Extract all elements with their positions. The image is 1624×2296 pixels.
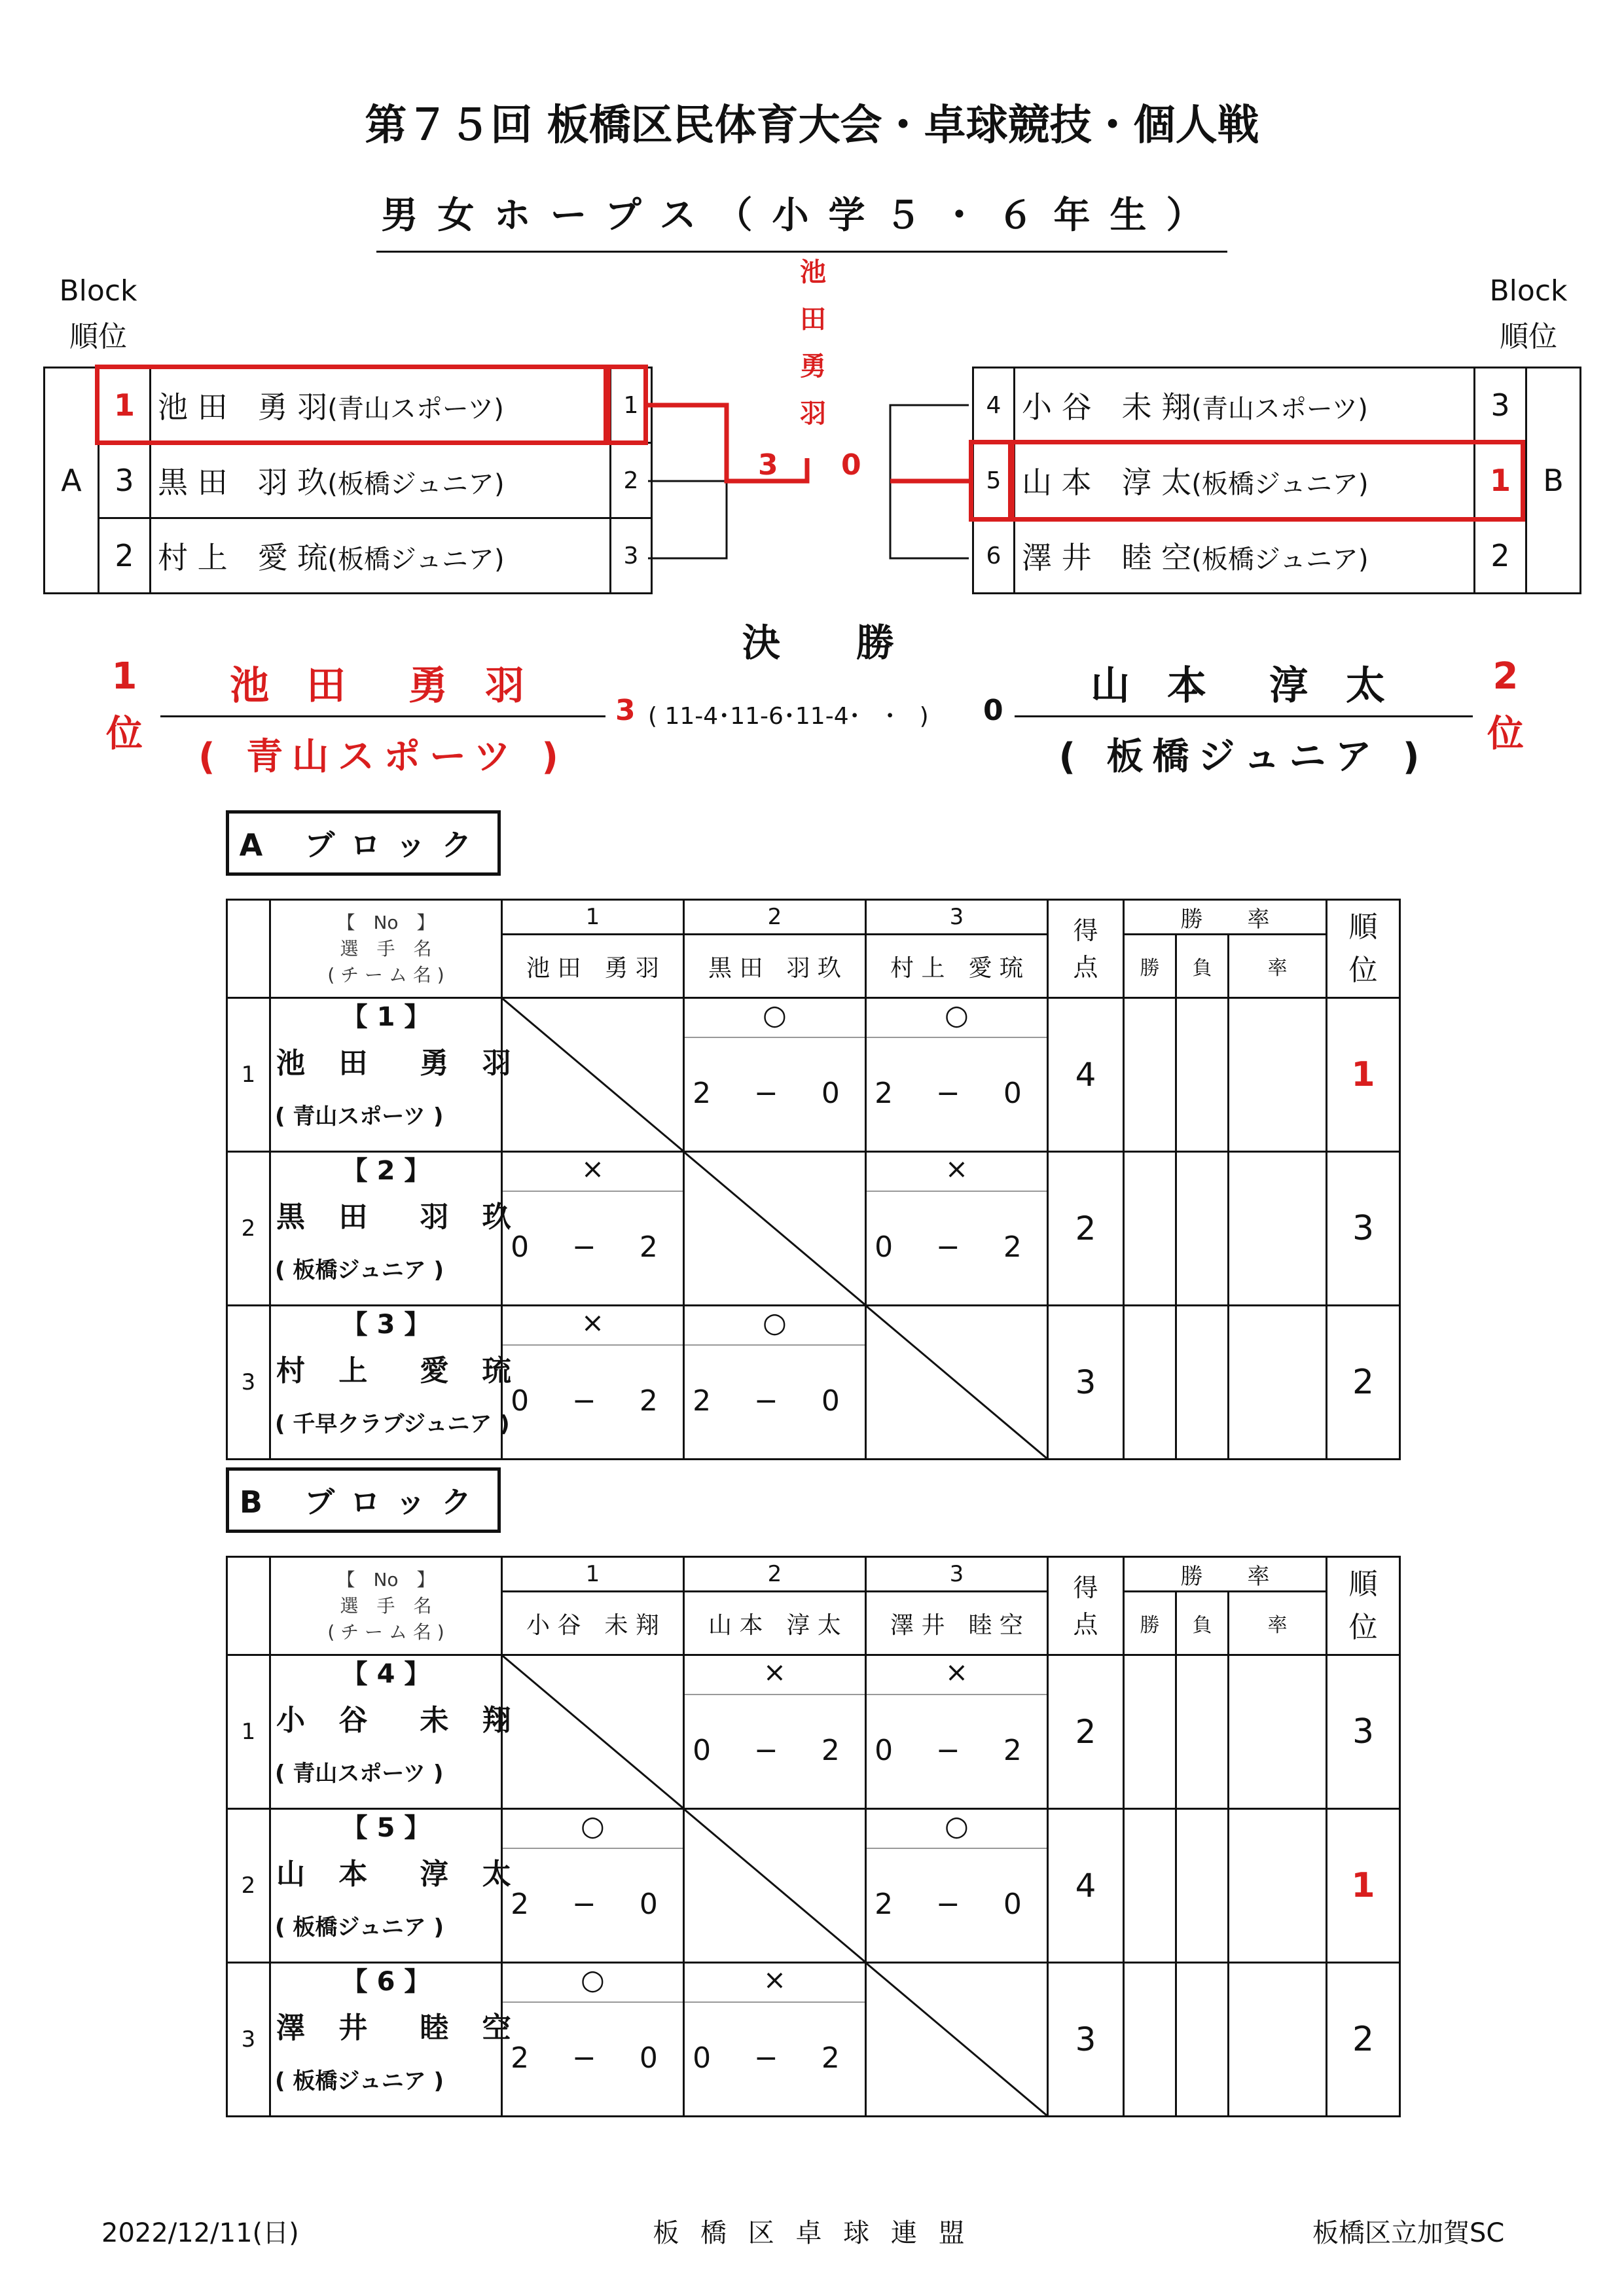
row-index: 3: [227, 1963, 270, 2117]
self-match-cell: [866, 1306, 1048, 1460]
col-name: 山 本 淳 太: [684, 1592, 866, 1655]
rate-cell: [1229, 1963, 1327, 2117]
self-match-cell: [866, 1963, 1048, 2117]
entry-no: 3: [611, 518, 652, 594]
entry-name-cell: 村 上 愛 琉(板橋ジュニア): [151, 518, 611, 594]
result-mark: ×: [867, 1656, 1047, 1695]
header-loss: 負: [1176, 935, 1229, 998]
result-mark: ○: [685, 999, 865, 1038]
match-score: 0 − 2: [511, 1384, 675, 1418]
match-score: 0 − 2: [875, 1230, 1039, 1264]
header-points: 得 点: [1048, 1557, 1124, 1655]
match-result-cell: [502, 1152, 684, 1306]
result-mark: ○: [867, 999, 1047, 1038]
rate-cell: [1229, 998, 1327, 1152]
col-name: 池 田 勇 羽: [502, 935, 684, 998]
row-index: 3: [227, 1306, 270, 1460]
match-score: 0 − 2: [875, 1734, 1039, 1767]
match-result-cell: [502, 1306, 684, 1460]
win-cell: [1124, 1655, 1176, 1809]
entry-name-cell: 小 谷 未 翔(青山スポーツ): [1015, 368, 1475, 443]
col-num: 2: [684, 1557, 866, 1592]
header-rank: 順 位: [1327, 1557, 1400, 1655]
points-cell: 3: [1048, 1963, 1124, 2117]
player-row: [227, 1152, 1400, 1306]
first-place-label: 1 位: [106, 655, 143, 755]
entry-no: 2: [611, 443, 652, 518]
col-num: 3: [866, 1557, 1048, 1592]
loss-cell: [1176, 998, 1229, 1152]
self-match-cell: [684, 1809, 866, 1963]
loss-cell: [1176, 1655, 1229, 1809]
rank-cell: 1: [99, 368, 151, 443]
result-mark: ×: [867, 1153, 1047, 1192]
player-cell: 【 5 】 山 本 淳 太 ( 板橋ジュニア ): [270, 1809, 502, 1963]
match-result-cell: [684, 1306, 866, 1460]
corner-cell: [227, 900, 270, 998]
entry-name-cell: 山 本 淳 太(板橋ジュニア): [1015, 443, 1475, 518]
block-label-b: B: [1526, 368, 1581, 594]
col-num: 1: [502, 1557, 684, 1592]
win-cell: [1124, 998, 1176, 1152]
match-score: 2 − 0: [511, 1888, 675, 1921]
row-index: 2: [227, 1152, 270, 1306]
result-mark: ○: [503, 1810, 683, 1849]
page-title: 第７５回 板橋区民体育大会・卓球競技・個人戦: [365, 101, 1259, 150]
header-win: 勝: [1124, 935, 1176, 998]
player-row: [227, 1809, 1400, 1963]
champion-team: ( 青山スポーツ ): [198, 736, 568, 778]
win-cell: [1124, 1809, 1176, 1963]
bracket-score-right: 0: [841, 448, 861, 482]
rate-cell: [1229, 1655, 1327, 1809]
row-index: 1: [227, 998, 270, 1152]
col-name: 村 上 愛 琉: [866, 935, 1048, 998]
loss-cell: [1176, 1152, 1229, 1306]
player-row: [227, 1306, 1400, 1460]
row-index: 1: [227, 1655, 270, 1809]
col-name: 小 谷 未 翔: [502, 1592, 684, 1655]
match-score: 2 − 0: [693, 1077, 857, 1110]
result-mark: ○: [867, 1810, 1047, 1849]
rank-cell: 3: [1327, 1152, 1400, 1306]
rate-cell: [1229, 1809, 1327, 1963]
match-result-cell: [502, 1963, 684, 2117]
header-win: 勝: [1124, 1592, 1176, 1655]
block-header-left: Block 順位: [59, 274, 137, 353]
result-mark: ×: [503, 1306, 683, 1346]
points-cell: 3: [1048, 1306, 1124, 1460]
loss-cell: [1176, 1963, 1229, 2117]
rank-cell: 3: [1475, 368, 1526, 443]
match-result-cell: [866, 1809, 1048, 1963]
row-index: 2: [227, 1809, 270, 1963]
entry-name-cell: 澤 井 睦 空(板橋ジュニア): [1015, 518, 1475, 594]
self-match-cell: [684, 1152, 866, 1306]
col-name: 黒 田 羽 玖: [684, 935, 866, 998]
win-cell: [1124, 1152, 1176, 1306]
footer-venue: 板橋区立加賀SC: [1312, 2218, 1505, 2248]
match-score: 2 − 0: [693, 1384, 857, 1418]
block-a-label: A ブロック: [226, 810, 501, 876]
win-cell: [1124, 1963, 1176, 2117]
rate-cell: [1229, 1306, 1327, 1460]
self-match-cell: [502, 998, 684, 1152]
rank-cell: 1: [1327, 998, 1400, 1152]
player-row: [227, 1655, 1400, 1809]
rank-cell: 2: [99, 518, 151, 594]
block-b-label: B ブロック: [226, 1467, 501, 1533]
loss-cell: [1176, 1306, 1229, 1460]
points-cell: 4: [1048, 998, 1124, 1152]
header-loss: 負: [1176, 1592, 1229, 1655]
loss-cell: [1176, 1809, 1229, 1963]
rate-cell: [1229, 1152, 1327, 1306]
header-winrate: 勝 率: [1124, 1557, 1327, 1592]
block-a-table: [226, 899, 1401, 1460]
second-place-label: 2 位: [1487, 655, 1524, 755]
header-rate: 率: [1229, 1592, 1327, 1655]
entry-name-cell: 池 田 勇 羽(青山スポーツ): [151, 368, 611, 443]
points-cell: 2: [1048, 1152, 1124, 1306]
footer-date: 2022/12/11(日): [101, 2218, 299, 2248]
entry-name-cell: 黒 田 羽 玖(板橋ジュニア): [151, 443, 611, 518]
player-cell: 【 6 】 澤 井 睦 空 ( 板橋ジュニア ): [270, 1963, 502, 2117]
block-label-a: A: [45, 368, 99, 594]
player-cell: 【 2 】 黒 田 羽 玖 ( 板橋ジュニア ): [270, 1152, 502, 1306]
entry-no: 4: [973, 368, 1015, 443]
result-mark: ×: [685, 1656, 865, 1695]
header-winrate: 勝 率: [1124, 900, 1327, 935]
winner-vertical-name: 池 田 勇 羽: [800, 257, 826, 429]
match-score: 2 − 0: [875, 1077, 1039, 1110]
match-score: 2 − 0: [511, 2041, 675, 2075]
header-points: 得 点: [1048, 900, 1124, 998]
match-result-cell: [684, 1655, 866, 1809]
champion-underline: [160, 715, 605, 717]
block-b-table: [226, 1556, 1401, 2117]
corner-cell: [227, 1557, 270, 1655]
header-player: 【 No 】 選 手 名 ( チ ー ム 名 ): [270, 1557, 502, 1655]
header-player: 【 No 】 選 手 名 ( チ ー ム 名 ): [270, 900, 502, 998]
col-num: 1: [502, 900, 684, 935]
result-mark: ×: [503, 1153, 683, 1192]
match-result-cell: [684, 1963, 866, 2117]
match-score: 0 − 2: [693, 1734, 857, 1767]
points-cell: 2: [1048, 1655, 1124, 1809]
final-label: 決 勝: [742, 620, 894, 665]
runnerup-name: 山 本 淳 太: [1091, 663, 1397, 709]
rank-cell: 1: [1327, 1809, 1400, 1963]
match-result-cell: [866, 1152, 1048, 1306]
entry-no: 6: [973, 518, 1015, 594]
match-result-cell: [866, 998, 1048, 1152]
win-cell: [1124, 1306, 1176, 1460]
match-score: 2 − 0: [875, 1888, 1039, 1921]
rank-cell: 3: [99, 443, 151, 518]
col-num: 2: [684, 900, 866, 935]
player-cell: 【 1 】 池 田 勇 羽 ( 青山スポーツ ): [270, 998, 502, 1152]
rank-cell: 2: [1327, 1306, 1400, 1460]
header-rank: 順 位: [1327, 900, 1400, 998]
bracket-score-left: 3: [758, 448, 778, 482]
bracket-lines: [0, 0, 1624, 655]
final-score-right: 0: [983, 694, 1003, 727]
rank-cell: 2: [1475, 518, 1526, 594]
result-mark: ○: [685, 1306, 865, 1346]
player-cell: 【 3 】 村 上 愛 琉 ( 千早クラブジュニア ): [270, 1306, 502, 1460]
match-result-cell: [866, 1655, 1048, 1809]
match-score: 0 − 2: [693, 2041, 857, 2075]
block-header-right: Block 順位: [1489, 274, 1568, 353]
entry-no: 1: [611, 368, 652, 443]
match-result-cell: [502, 1809, 684, 1963]
points-cell: 4: [1048, 1809, 1124, 1963]
player-row: [227, 1963, 1400, 2117]
self-match-cell: [502, 1655, 684, 1809]
runnerup-team: ( 板橋ジュニア ): [1058, 736, 1429, 778]
result-mark: ×: [685, 1964, 865, 2003]
event-subtitle: 男女ホープス（小学５・６年生）: [381, 194, 1223, 237]
player-row: [227, 998, 1400, 1152]
match-score: 0 − 2: [511, 1230, 675, 1264]
final-score-left: 3: [615, 694, 636, 727]
result-mark: ○: [503, 1964, 683, 2003]
col-num: 3: [866, 900, 1048, 935]
col-name: 澤 井 睦 空: [866, 1592, 1048, 1655]
player-cell: 【 4 】 小 谷 未 翔 ( 青山スポーツ ): [270, 1655, 502, 1809]
footer-organizer: 板 橋 区 卓 球 連 盟: [653, 2218, 971, 2248]
match-result-cell: [684, 998, 866, 1152]
champion-name: 池 田 勇 羽: [230, 663, 536, 709]
header-rate: 率: [1229, 935, 1327, 998]
rank-cell: 1: [1475, 443, 1526, 518]
rank-cell: 2: [1327, 1963, 1400, 2117]
runnerup-underline: [1015, 715, 1473, 717]
entry-no: 5: [973, 443, 1015, 518]
rank-cell: 3: [1327, 1655, 1400, 1809]
final-game-scores: ( 11-4･11-6･11-4･ ･ ): [648, 703, 929, 730]
